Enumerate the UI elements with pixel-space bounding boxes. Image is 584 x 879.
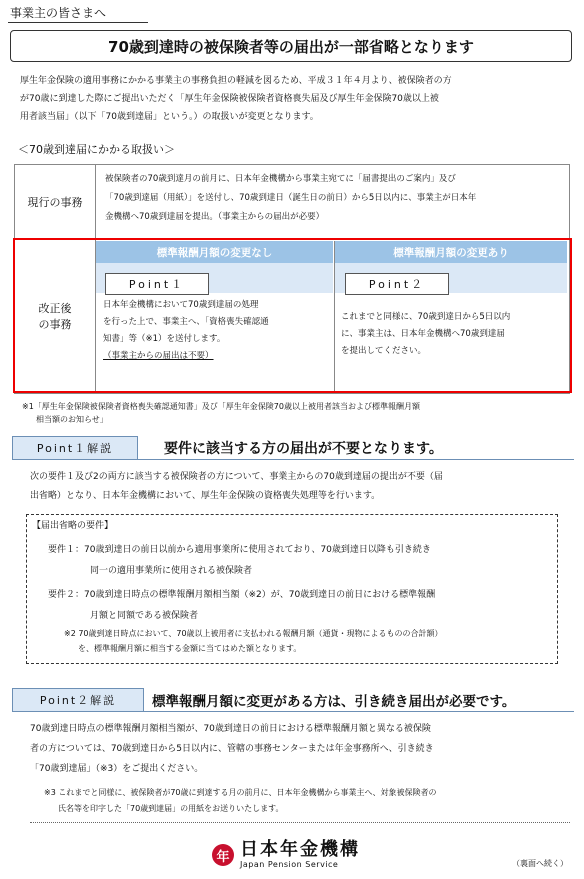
requirement-line: 月額と同額である被保険者 [90, 611, 199, 621]
revised-highlight-box [13, 238, 572, 393]
point2-heading: 標準報酬月額に変更がある方は、引き続き届出が必要です。 [152, 694, 516, 710]
logo-en: Japan Pension Service [240, 860, 339, 869]
requirements-title: 【届出省略の要件】 [32, 521, 114, 531]
logo [212, 840, 360, 870]
intro-paragraph [20, 74, 580, 124]
point2-tab: Point２解説 [12, 688, 144, 712]
jps-emblem-icon: 年 [212, 844, 234, 866]
intro-line: が70歳に到達した際にご提出いただく「厚生年金保険被保険者資格喪失届及び厚生年金保険70歳以上被 [20, 94, 439, 104]
current-label: 現行の事務 [15, 165, 95, 239]
current-text [105, 173, 565, 224]
point2-body-line: 者の方については、70歳到達日から5日以内に、管轄の事務センターまたは年金事務所へ、引き続き [30, 744, 434, 754]
current-line: 「70歳到達届（用紙）」を送付し、70歳到達日（誕生日の前日）から5日以内に、事業主が日本年 [105, 193, 477, 203]
point2-badge: Point２ [345, 273, 449, 295]
page-title: 70歳到達時の被保険者等の届出が一部省略となります [10, 30, 572, 62]
current-line: 被保険者の70歳到達月の前月に、日本年金機構から事業主宛てに「届書提出のご案内」及び [105, 174, 456, 184]
logo-ja: 日本年金機構 [240, 839, 360, 860]
caption-underline [8, 22, 148, 23]
point2-body [30, 722, 580, 776]
note-line: ※3 これまでと同様に、被保険者が70歳に到達する月の前月に、日本年金機構から事業主へ、対象被保険者の [44, 788, 437, 797]
current-line: 金機構へ70歳到達届を提出。（事業主からの届出が必要） [105, 212, 325, 222]
note-3-dotted-rule [30, 822, 570, 823]
col1-note: （事業主からの届出は不要） [103, 351, 214, 361]
col2-line: を提出してください。 [341, 346, 427, 356]
current-row [15, 165, 569, 240]
intro-line: 用者該当届」（以下「70歳到達届」という。）の取扱いが変更となります。 [20, 112, 319, 122]
continued-note: （裏面へ続く） [512, 859, 568, 868]
note-line: を、標準報酬月額に相当する金額に当てはめた額となります。 [78, 643, 302, 653]
col1-line: 日本年金機構において70歳到達届の処理 [103, 300, 259, 310]
footnote-line: ※1「厚生年金保険被保険者資格喪失確認通知書」及び「厚生年金保険70歳以上被用者該当および標準報酬月額 [22, 402, 420, 411]
revised-label-line: 改正後 [38, 302, 72, 315]
note-line: ※2 70歳到達日時点において、70歳以上被用者に支払われる報酬月額（通貨・現物によるものの合計額） [64, 629, 443, 638]
section-heading: ＜70歳到達届にかかる取扱い＞ [18, 143, 175, 156]
intro-line: 厚生年金保険の適用事務にかかる事業主の事務負担の軽減を図るため、平成３１年４月より、被保険者の方 [20, 76, 452, 86]
col2-line: これまでと同様に、70歳到達日から5日以内 [341, 312, 511, 322]
col-header-no-change: 標準報酬月額の変更なし [96, 241, 333, 263]
requirement-line: 要件２：70歳到達日時点の標準報酬月額相当額（※2）が、70歳到達日の前日における標準報酬 [48, 590, 436, 600]
note-line: 氏名等を印字した「70歳到達届」の用紙をお送りいたします。 [58, 803, 284, 813]
point2-body-line: 「70歳到達届」（※3）をご提出ください。 [30, 764, 204, 774]
col-header-change: 標準報酬月額の変更あり [335, 241, 567, 263]
point1-heading: 要件に該当する方の届出が不要となります。 [164, 441, 443, 457]
requirement-line: 要件１：70歳到達日の前日以前から適用事業所に使用されており、70歳到達日以降も引き続き [48, 545, 431, 555]
footnote-line: 相当額のお知らせ」 [36, 414, 108, 424]
point1-badge: Point１ [105, 273, 209, 295]
point1-tab: Point１解説 [12, 436, 138, 460]
revised-label-line: の事務 [38, 318, 72, 331]
requirement-1 [48, 543, 548, 578]
point2-note-3 [44, 787, 574, 815]
col1-line: 知書」等（※1）を送付します。 [103, 334, 226, 344]
point1-tab-line [138, 459, 574, 460]
footnote-1 [22, 401, 577, 426]
point1-body-line: 出省略）となり、日本年金機構において、厚生年金保険の資格喪失処理等を行います。 [30, 491, 381, 501]
col2-line: に、事業主は、日本年金機構へ70歳到達届 [341, 329, 505, 339]
requirement-note-2 [64, 628, 554, 655]
point2-tab-line [144, 711, 574, 712]
audience-caption: 事業主の皆さまへ [10, 6, 107, 20]
requirement-2 [48, 588, 548, 623]
requirement-line: 同一の適用事業所に使用される被保険者 [90, 566, 253, 576]
col1-line: を行った上で、事業主へ、「資格喪失確認通 [103, 317, 269, 327]
point1-body [30, 470, 580, 503]
point1-body-line: 次の要件１及び2の両方に該当する被保険者の方について、事業主からの70歳到達届の提出が不要（届 [30, 472, 443, 482]
point2-body-line: 70歳到達日時点の標準報酬月額相当額が、70歳到達日の前日における標準報酬月額と異なる被保険 [30, 724, 431, 734]
logo-text [240, 840, 360, 870]
